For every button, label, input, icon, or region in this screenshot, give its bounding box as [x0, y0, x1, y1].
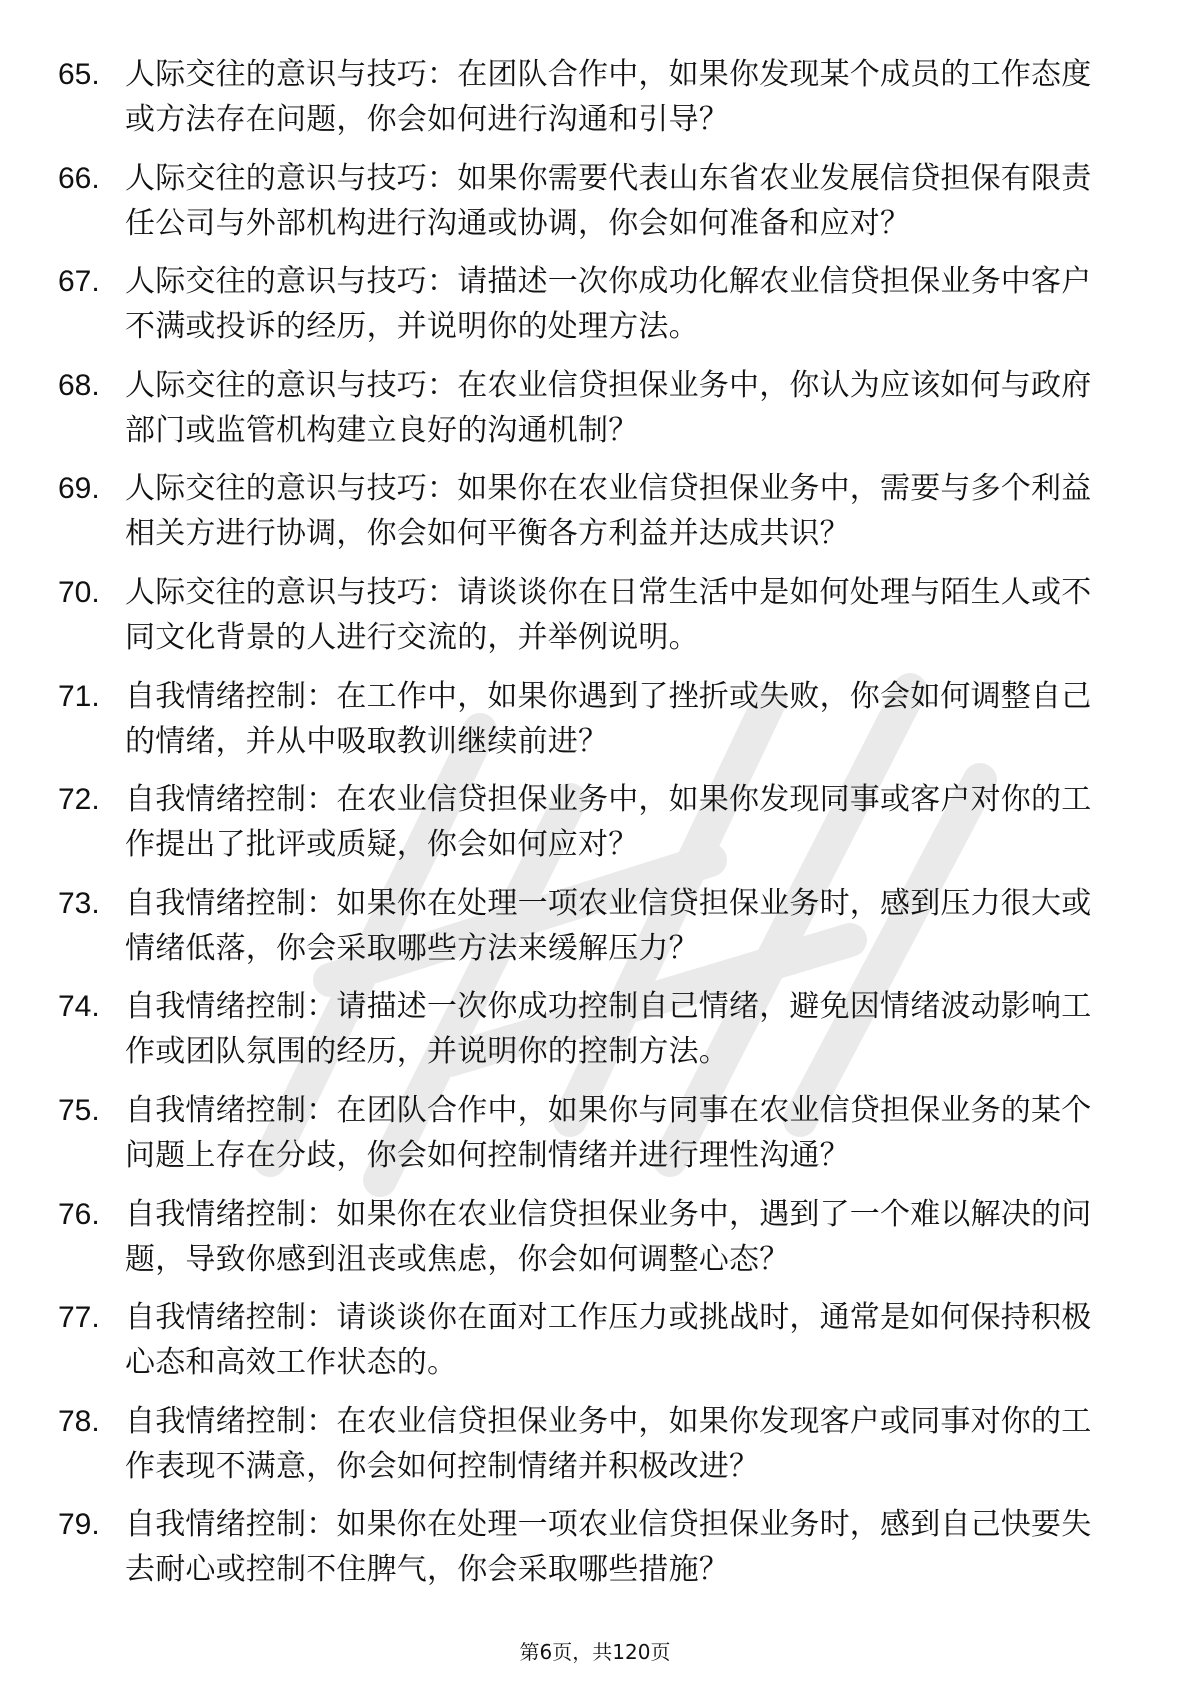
question-number: 79. [58, 1508, 100, 1542]
question-item [0, 259, 1190, 349]
question-number: 75. [58, 1093, 100, 1127]
question-item [0, 881, 1190, 971]
question-item [0, 1088, 1190, 1178]
question-text: 人际交往的意识与技巧：请谈谈你在日常生活中是如何处理与陌生人或不同文化背景的人进行交流的，并举例说明。 [125, 574, 1092, 655]
question-number: 73. [58, 886, 100, 920]
question-text: 自我情绪控制：如果你在处理一项农业信贷担保业务时，感到压力很大或情绪低落，你会采取哪些方法来缓解压力？ [125, 885, 1092, 966]
question-item [0, 777, 1190, 867]
page-number-footer: 第6页，共120页 [519, 1640, 671, 1664]
question-number: 67. [58, 265, 100, 299]
question-item [0, 363, 1190, 453]
question-text: 自我情绪控制：如果你在农业信贷担保业务中，遇到了一个难以解决的问题，导致你感到沮丧或焦虑，你会如何调整心态？ [125, 1196, 1092, 1277]
question-text: 人际交往的意识与技巧：如果你需要代表山东省农业发展信贷担保有限责任公司与外部机构进行沟通或协调，你会如何准备和应对？ [125, 160, 1092, 241]
question-number: 69. [58, 472, 100, 506]
question-text: 自我情绪控制：如果你在处理一项农业信贷担保业务时，感到自己快要失去耐心或控制不住脾气，你会采取哪些措施？ [125, 1507, 1092, 1588]
question-number: 65. [58, 58, 100, 91]
question-text: 人际交往的意识与技巧：在团队合作中，如果你发现某个成员的工作态度或方法存在问题，你会如何进行沟通和引导？ [125, 57, 1092, 137]
question-item [0, 466, 1190, 556]
question-item [0, 570, 1190, 660]
question-text: 自我情绪控制：在农业信贷担保业务中，如果你发现同事或客户对你的工作提出了批评或质疑，你会如何应对？ [125, 782, 1092, 863]
question-item [0, 52, 1190, 142]
question-item [0, 674, 1190, 764]
question-item [0, 984, 1190, 1074]
question-number: 71. [58, 679, 100, 713]
question-item [0, 1295, 1190, 1385]
question-item [0, 1399, 1190, 1489]
question-text: 自我情绪控制：在工作中，如果你遇到了挫折或失败，你会如何调整自己的情绪，并从中吸取教训继续前进？ [125, 678, 1092, 759]
question-text: 人际交往的意识与技巧：请描述一次你成功化解农业信贷担保业务中客户不满或投诉的经历，并说明你的处理方法。 [125, 264, 1092, 345]
question-number: 66. [58, 161, 100, 195]
question-text: 人际交往的意识与技巧：如果你在农业信贷担保业务中，需要与多个利益相关方进行协调，你会如何平衡各方利益并达成共识？ [125, 471, 1092, 552]
question-text: 自我情绪控制：请描述一次你成功控制自己情绪，避免因情绪波动影响工作或团队氛围的经历，并说明你的控制方法。 [125, 989, 1092, 1070]
question-number: 77. [58, 1301, 100, 1335]
question-number: 72. [58, 783, 100, 817]
question-text: 人际交往的意识与技巧：在农业信贷担保业务中，你认为应该如何与政府部门或监管机构建立良好的沟通机制？ [125, 367, 1092, 448]
question-item [0, 156, 1190, 246]
question-number: 78. [58, 1404, 100, 1438]
question-item [0, 1192, 1190, 1282]
question-text: 自我情绪控制：请谈谈你在面对工作压力或挑战时，通常是如何保持积极心态和高效工作状态的。 [125, 1300, 1092, 1381]
question-number: 68. [58, 368, 100, 402]
question-item [0, 1502, 1190, 1592]
question-number: 74. [58, 990, 100, 1024]
question-number: 76. [58, 1197, 100, 1231]
question-list [0, 52, 1190, 1606]
question-text: 自我情绪控制：在团队合作中，如果你与同事在农业信贷担保业务的某个问题上存在分歧，你会如何控制情绪并进行理性沟通？ [125, 1092, 1092, 1173]
question-text: 自我情绪控制：在农业信贷担保业务中，如果你发现客户或同事对你的工作表现不满意，你会如何控制情绪并积极改进？ [125, 1403, 1092, 1484]
question-number: 70. [58, 575, 100, 609]
